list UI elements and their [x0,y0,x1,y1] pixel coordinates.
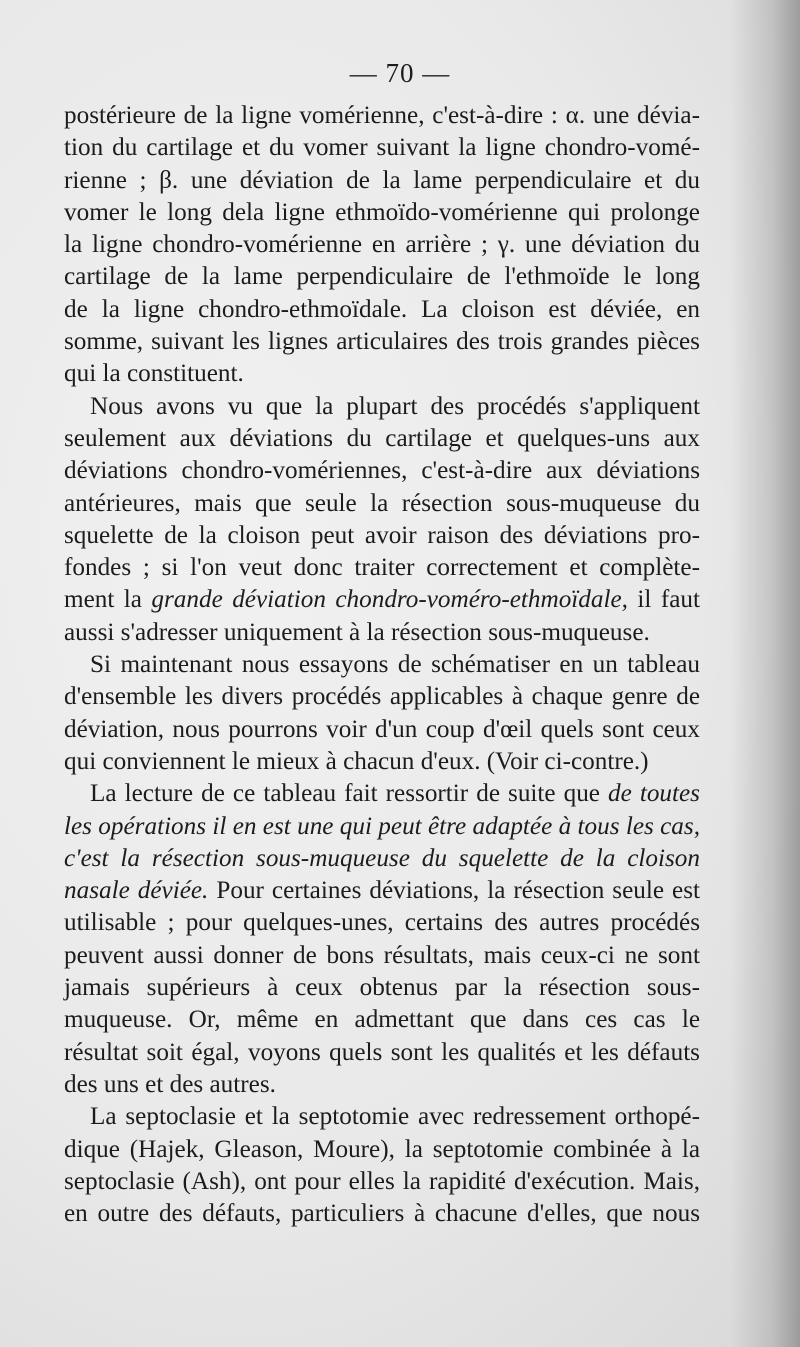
italic-fragment: de toutes [608,780,700,808]
text-line: d'ensemble les divers procédés applicables à chaque genre de [64,683,700,711]
page-edge-shadow [730,0,800,1347]
text-line: jamais supérieurs à ceux obtenus par la résection sous- [64,974,700,1002]
text-line: Si maintenant nous essayons de schématiser en un tableau [90,651,700,679]
text-line: aussi s'adresser uniquement à la résection sous-muqueuse. [64,618,650,646]
text-line [64,843,700,875]
text-line: résultat soit égal, voyons quels sont les qualités et les défauts [64,1038,700,1066]
text-line: déviation, nous pourrons voir d'un coup d'œil quels sont ceux [64,715,700,743]
text-line: Nous avons vu que la plupart des procédés s'appliquent [90,392,700,420]
page-number: — 70 — [349,58,451,88]
text-line: seulement aux déviations du cartilage et quelques-uns aux [64,424,700,452]
text-line [64,584,700,616]
italic-fragment: nasale déviée. [64,877,209,905]
italic-fragment: grande déviation chondro-voméro-ethmoïdale, [151,586,628,614]
text-line: de la ligne chondro-ethmoïdale. La cloison est déviée, en [64,295,700,323]
text-line: des uns et des autres. [64,1070,276,1098]
text-fragment: La lecture de ce tableau fait ressortir de suite que [90,780,609,808]
text-line: antérieures, mais que seule la résection sous-muqueuse du [64,489,700,517]
text-line: vomer le long dela ligne ethmoïdo-vomérienne qui prolonge [64,198,700,226]
italic-fragment: c'est la résection sous-muqueuse du squelette de la cloison [64,844,700,872]
text-line [64,811,700,843]
paragraph-1 [64,100,700,391]
text-line: squelette de la cloison peut avoir raison des déviations pro- [64,521,700,549]
paragraph-2 [64,391,700,649]
paragraph-3 [64,649,700,778]
text-line: rienne ; β. une déviation de la lame perpendiculaire et du [64,166,700,194]
text-line: fondes ; si l'on veut donc traiter correctement et complète- [64,554,700,582]
text-line: muqueuse. Or, même en admettant que dans ces cas le [64,1006,700,1034]
italic-fragment: les opérations il en est une qui peut être adaptée à tous les cas, [64,812,700,840]
text-line: postérieure de la ligne vomérienne, c'est-à-dire : α. une dévia- [64,102,700,129]
text-fragment: ment la [64,586,152,614]
body-text [64,100,700,1230]
text-line: la ligne chondro-vomérienne en arrière ; γ. une déviation du [64,231,700,259]
text-line: tion du cartilage et du vomer suivant la ligne chondro-vomé- [64,134,700,162]
text-line: qui la constituent. [64,360,244,388]
text-line: en outre des défauts, particuliers à chacune d'elles, que nous [64,1200,700,1228]
text-line: déviations chondro-vomériennes, c'est-à-dire aux déviations [64,457,700,485]
text-line: septoclasie (Ash), ont pour elles la rapidité d'exécution. Mais, [64,1167,700,1195]
text-line: dique (Hajek, Gleason, Moure), la septotomie combinée à la [64,1135,700,1163]
paragraph-5 [64,1101,700,1230]
text-fragment: Pour certaines déviations, la résection seule est [208,877,700,905]
text-line: cartilage de la lame perpendiculaire de l'ethmoïde le long [64,263,700,291]
text-line: utilisable ; pour quelques-unes, certains des autres procédés [64,909,700,937]
text-fragment: il faut [627,586,700,614]
text-line: qui conviennent le mieux à chacun d'eux. (Voir ci-contre.) [64,747,649,775]
text-line: La septoclasie et la septotomie avec redressement orthopé- [90,1103,700,1131]
text-line: somme, suivant les lignes articulaires des trois grandes pièces [64,328,700,356]
text-line [64,778,700,810]
text-line [64,875,700,907]
text-line: peuvent aussi donner de bons résultats, mais ceux-ci ne sont [64,941,700,969]
paragraph-4 [64,778,700,1101]
